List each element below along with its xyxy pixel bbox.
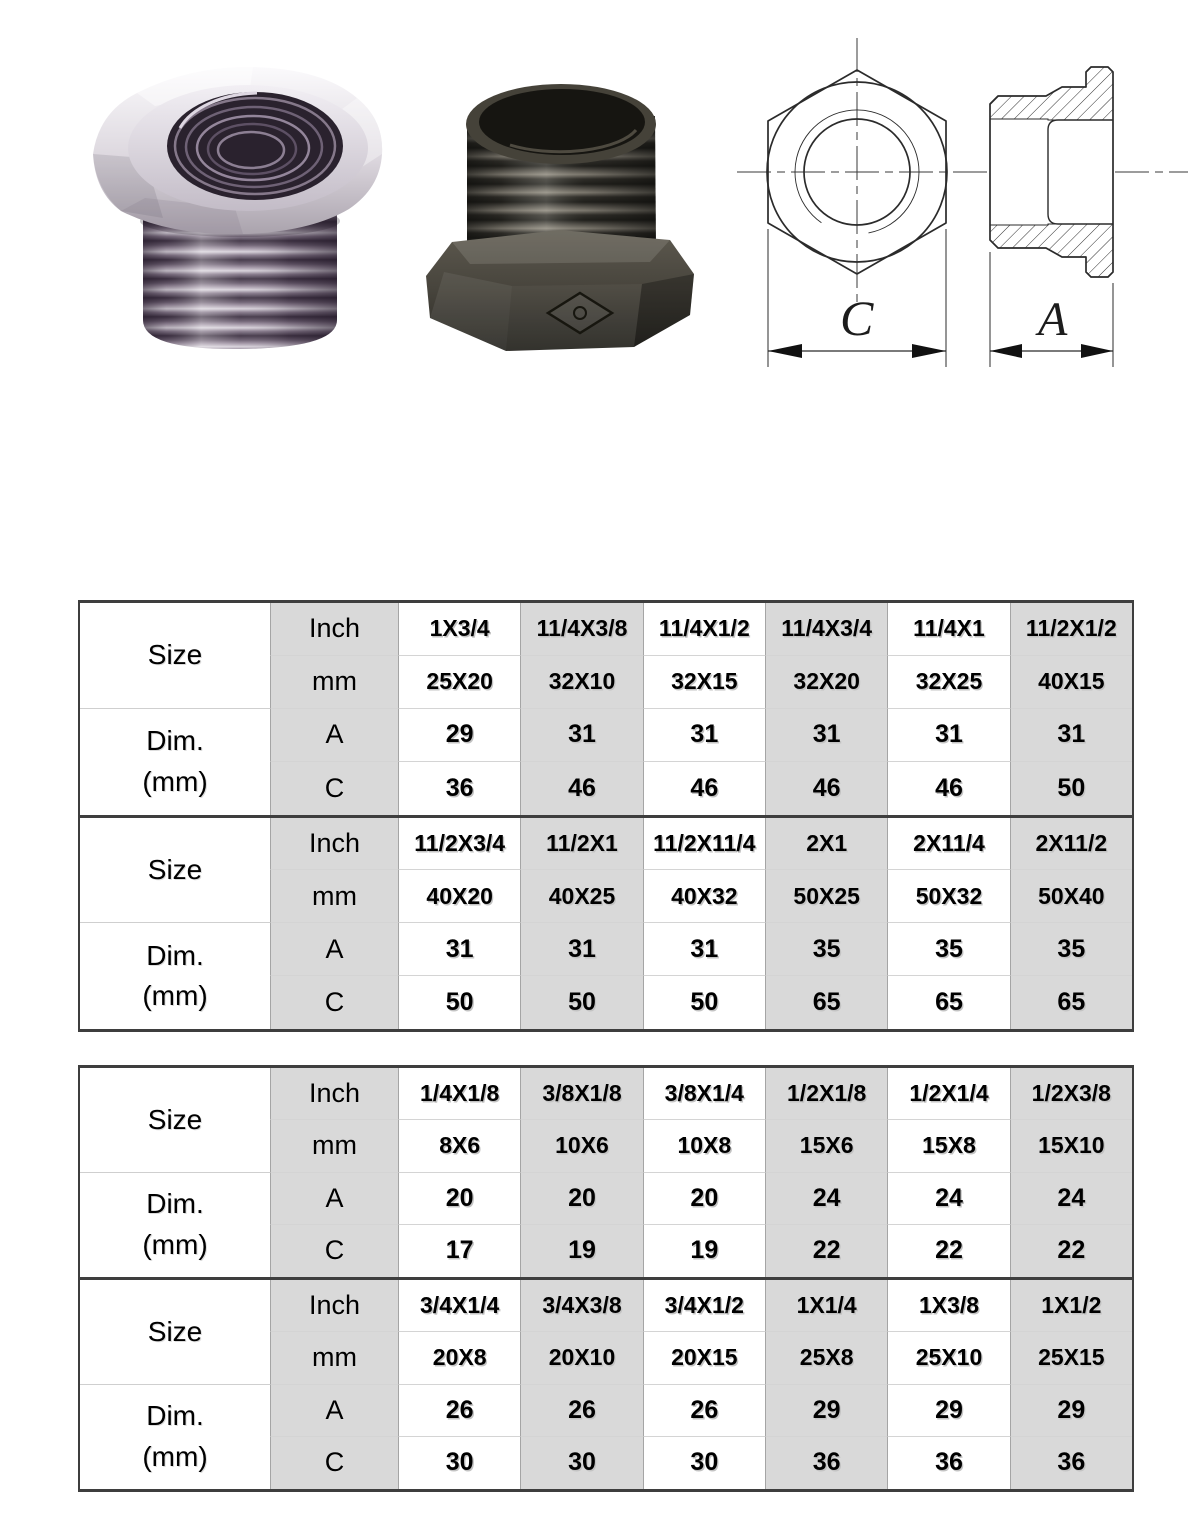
row-label-cell: mm [270,1120,398,1172]
hex-base [426,230,694,351]
value-cell: 50 [643,976,765,1029]
value-cell: 65 [887,976,1009,1029]
value-cell: 1X1/4 [765,1280,887,1332]
value-cell: 11/2X1 [520,818,642,871]
value-cell: 8X6 [398,1120,520,1172]
row-label-cell: Inch [270,818,398,871]
row-label-cell: mm [270,1332,398,1384]
size-header-cell: Size [80,1068,270,1173]
row-label-cell: Inch [270,603,398,656]
value-cell: 10X8 [643,1120,765,1172]
size-header-cell: Size [80,603,270,709]
black-bushing-photo [410,80,710,365]
value-cell: 65 [765,976,887,1029]
arrow-right-icon [1081,344,1113,358]
value-cell: 20X8 [398,1332,520,1384]
dim-label-c: C [840,290,874,346]
row-label-cell: C [270,976,398,1029]
value-cell: 35 [887,923,1009,976]
value-cell: 24 [1010,1173,1132,1225]
value-cell: 26 [520,1385,642,1437]
value-cell: 31 [398,923,520,976]
value-cell: 20X10 [520,1332,642,1384]
value-cell: 15X8 [887,1120,1009,1172]
value-cell: 40X25 [520,870,642,923]
value-cell: 25X8 [765,1332,887,1384]
dim-label-line: (mm) [142,980,208,1012]
row-label-cell: Inch [270,1068,398,1120]
value-cell: 40X20 [398,870,520,923]
dim-header-cell [80,1385,270,1490]
dim-header-cell [80,709,270,815]
value-cell: 17 [398,1225,520,1277]
value-cell: 31 [520,923,642,976]
value-cell: 50X25 [765,870,887,923]
value-cell: 1X3/8 [887,1280,1009,1332]
value-cell: 40X32 [643,870,765,923]
row-label-cell: A [270,709,398,762]
galvanized-bushing-photo [85,58,395,358]
value-cell: 30 [520,1437,642,1489]
value-cell: 50X40 [1010,870,1132,923]
spec-table-large-sizes [78,600,1134,1032]
value-cell: 31 [643,923,765,976]
arrow-left-icon [768,344,802,358]
value-cell: 24 [765,1173,887,1225]
size-header-cell: Size [80,1280,270,1385]
dim-header-cell [80,1173,270,1278]
row-label-cell: C [270,1437,398,1489]
value-cell: 29 [887,1385,1009,1437]
value-cell: 50 [520,976,642,1029]
value-cell: 26 [398,1385,520,1437]
row-label-cell: mm [270,870,398,923]
value-cell: 36 [1010,1437,1132,1489]
value-cell: 3/8X1/8 [520,1068,642,1120]
value-cell: 22 [887,1225,1009,1277]
value-cell: 20X15 [643,1332,765,1384]
row-label-cell: mm [270,656,398,709]
value-cell: 19 [520,1225,642,1277]
value-cell: 22 [1010,1225,1132,1277]
value-cell: 46 [765,762,887,815]
dim-label-line: Dim. [146,939,204,971]
value-cell: 10X6 [520,1120,642,1172]
value-cell: 50 [1010,762,1132,815]
table-section [80,815,1132,1030]
row-label-cell: A [270,1173,398,1225]
value-cell: 31 [765,709,887,762]
value-cell: 35 [765,923,887,976]
value-cell: 50X32 [887,870,1009,923]
dim-label-line: Dim. [146,1188,204,1220]
spec-table-small-sizes [78,1065,1134,1492]
value-cell: 25X20 [398,656,520,709]
size-header-cell: Size [80,818,270,924]
value-cell: 36 [887,1437,1009,1489]
value-cell: 2X11/4 [887,818,1009,871]
value-cell: 29 [765,1385,887,1437]
value-cell: 11/4X3/4 [765,603,887,656]
value-cell: 46 [520,762,642,815]
value-cell: 11/2X1/2 [1010,603,1132,656]
value-cell: 20 [520,1173,642,1225]
table-section [80,1068,1132,1277]
dim-label-line: Dim. [146,725,204,757]
value-cell: 11/4X1 [887,603,1009,656]
table-section [80,603,1132,815]
dim-label-line: (mm) [142,1228,208,1260]
technical-drawing [715,25,1195,380]
value-cell: 2X11/2 [1010,818,1132,871]
value-cell: 29 [1010,1385,1132,1437]
value-cell: 11/4X3/8 [520,603,642,656]
table-section [80,1277,1132,1489]
row-label-cell: A [270,923,398,976]
value-cell: 1/2X1/4 [887,1068,1009,1120]
value-cell: 29 [398,709,520,762]
value-cell: 32X15 [643,656,765,709]
value-cell: 24 [887,1173,1009,1225]
value-cell: 50 [398,976,520,1029]
value-cell: 3/4X1/4 [398,1280,520,1332]
value-cell: 46 [887,762,1009,815]
value-cell: 30 [398,1437,520,1489]
row-label-cell: C [270,1225,398,1277]
arrow-right-icon [912,344,946,358]
dim-header-cell [80,923,270,1029]
value-cell: 25X10 [887,1332,1009,1384]
value-cell: 3/8X1/4 [643,1068,765,1120]
value-cell: 3/4X3/8 [520,1280,642,1332]
value-cell: 31 [520,709,642,762]
value-cell: 1X1/2 [1010,1280,1132,1332]
value-cell: 1/2X3/8 [1010,1068,1132,1120]
value-cell: 22 [765,1225,887,1277]
value-cell: 20 [398,1173,520,1225]
value-cell: 31 [643,709,765,762]
value-cell: 1/2X1/8 [765,1068,887,1120]
socket-opening [466,84,656,164]
value-cell: 11/2X3/4 [398,818,520,871]
value-cell: 2X1 [765,818,887,871]
dim-label-line: (mm) [142,1440,208,1472]
dim-label-line: Dim. [146,1400,204,1432]
dim-label-line: (mm) [142,765,208,797]
value-cell: 32X20 [765,656,887,709]
value-cell: 1/4X1/8 [398,1068,520,1120]
row-label-cell: Inch [270,1280,398,1332]
value-cell: 11/2X11/4 [643,818,765,871]
value-cell: 46 [643,762,765,815]
value-cell: 32X10 [520,656,642,709]
value-cell: 15X6 [765,1120,887,1172]
value-cell: 15X10 [1010,1120,1132,1172]
value-cell: 35 [1010,923,1132,976]
value-cell: 31 [1010,709,1132,762]
dim-label-a: A [1038,293,1068,346]
value-cell: 31 [887,709,1009,762]
row-label-cell: C [270,762,398,815]
value-cell: 40X15 [1010,656,1132,709]
row-label-cell: A [270,1385,398,1437]
value-cell: 36 [398,762,520,815]
value-cell: 26 [643,1385,765,1437]
value-cell: 32X25 [887,656,1009,709]
threaded-bore-opening [167,92,343,200]
value-cell: 36 [765,1437,887,1489]
value-cell: 30 [643,1437,765,1489]
value-cell: 65 [1010,976,1132,1029]
value-cell: 3/4X1/2 [643,1280,765,1332]
value-cell: 1X3/4 [398,603,520,656]
side-section-view [990,67,1113,277]
value-cell: 11/4X1/2 [643,603,765,656]
value-cell: 19 [643,1225,765,1277]
value-cell: 20 [643,1173,765,1225]
arrow-left-icon [990,344,1022,358]
value-cell: 25X15 [1010,1332,1132,1384]
dimension-C [768,229,946,367]
